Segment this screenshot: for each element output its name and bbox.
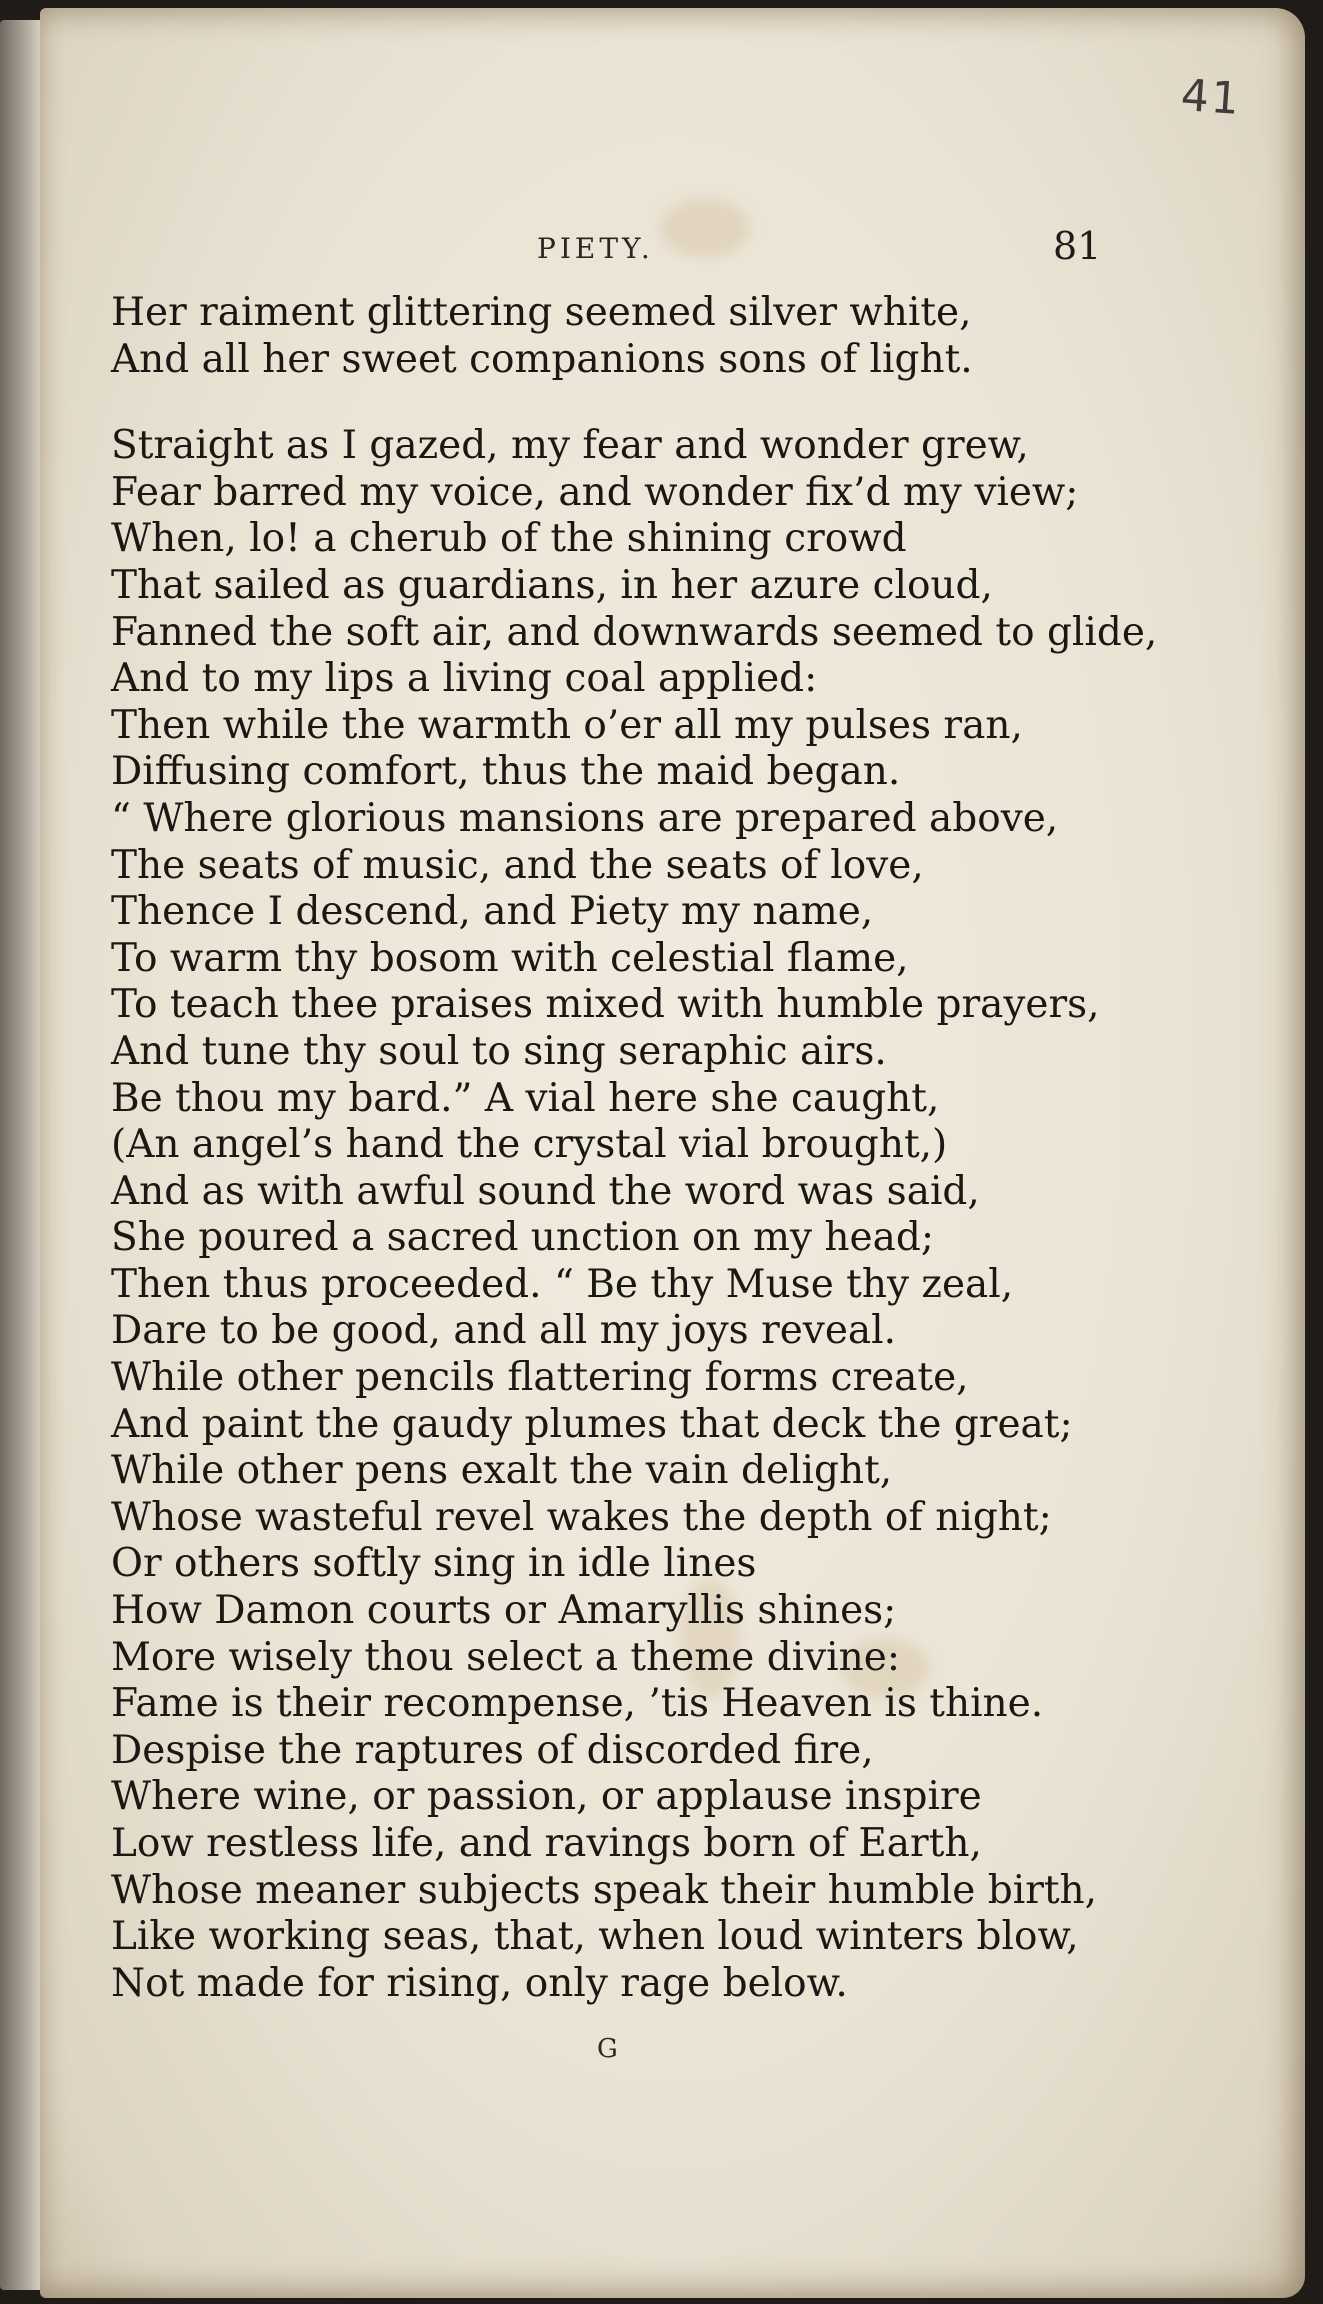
poem-line: Thence I descend, and Piety my name, bbox=[111, 889, 874, 935]
poem-line: Dare to be good, and all my joys reveal. bbox=[111, 1308, 897, 1354]
poem-line: Whose meaner subjects speak their humble birth, bbox=[111, 1867, 1098, 1913]
poem-line: Fame is their recompense, ’tis Heaven is thine. bbox=[111, 1681, 1044, 1727]
poem-line: Then while the warmth o’er all my pulses ran, bbox=[111, 702, 1023, 748]
poem-line: And to my lips a living coal applied: bbox=[111, 656, 818, 702]
poem-line: And paint the gaudy plumes that deck the great; bbox=[111, 1401, 1073, 1447]
poem-text bbox=[111, 290, 1161, 2007]
poem-line: More wisely thou select a theme divine: bbox=[111, 1634, 900, 1680]
running-head: PIETY. bbox=[537, 232, 654, 265]
poem-line: (An angel’s hand the crystal vial brought,) bbox=[111, 1122, 948, 1168]
poem-line: And as with awful sound the word was said, bbox=[111, 1168, 980, 1214]
poem-line: And all her sweet companions sons of light. bbox=[111, 336, 973, 382]
poem-line: Straight as I gazed, my fear and wonder grew, bbox=[111, 423, 1029, 469]
poem-line: To teach thee praises mixed with humble prayers, bbox=[111, 982, 1100, 1028]
poem-line: Then thus proceeded. “ Be thy Muse thy zeal, bbox=[111, 1261, 1014, 1307]
poem-line: Low restless life, and ravings born of Earth, bbox=[111, 1821, 982, 1866]
poem-line: Her raiment glittering seemed silver white, bbox=[111, 290, 972, 335]
poem-line: When, lo! a cherub of the shining crowd bbox=[111, 516, 907, 562]
page-number: 81 bbox=[1053, 224, 1102, 268]
poem-line: She poured a sacred unction on my head; bbox=[111, 1215, 934, 1261]
poem-line: Whose wasteful revel wakes the depth of night; bbox=[111, 1494, 1052, 1540]
poem-line: That sailed as guardians, in her azure cloud, bbox=[111, 562, 993, 608]
poem-line: Like working seas, that, when loud winters blow, bbox=[111, 1914, 1079, 1960]
poem-line: While other pens exalt the vain delight, bbox=[111, 1448, 893, 1494]
paper-stain bbox=[660, 198, 750, 258]
poem-line: The seats of music, and the seats of love, bbox=[111, 842, 924, 888]
poem-line: Or others softly sing in idle lines bbox=[111, 1541, 757, 1587]
poem-line: How Damon courts or Amaryllis shines; bbox=[111, 1588, 897, 1634]
poem-line: Fear barred my voice, and wonder fix’d my view; bbox=[111, 469, 1079, 515]
poem-line: Despise the raptures of discorded fire, bbox=[111, 1727, 874, 1773]
signature-mark: G bbox=[597, 2034, 618, 2064]
pencil-page-number: 41 bbox=[1179, 69, 1243, 126]
poem-line: Where wine, or passion, or applause inspire bbox=[111, 1774, 982, 1820]
poem-line: And tune thy soul to sing seraphic airs. bbox=[111, 1028, 887, 1074]
poem-line: To warm thy bosom with celestial flame, bbox=[111, 935, 909, 981]
poem-line: “ Where glorious mansions are prepared above, bbox=[111, 795, 1059, 841]
stanza-break bbox=[111, 383, 1161, 423]
poem-line: Not made for rising, only rage below. bbox=[111, 1960, 848, 2006]
poem-line: Be thou my bard.” A vial here she caught, bbox=[111, 1075, 940, 1121]
poem-line: Diffusing comfort, thus the maid began. bbox=[111, 749, 901, 795]
poem-line: While other pencils flattering forms create, bbox=[111, 1355, 969, 1401]
poem-line: Fanned the soft air, and downwards seemed to glide, bbox=[111, 609, 1158, 655]
